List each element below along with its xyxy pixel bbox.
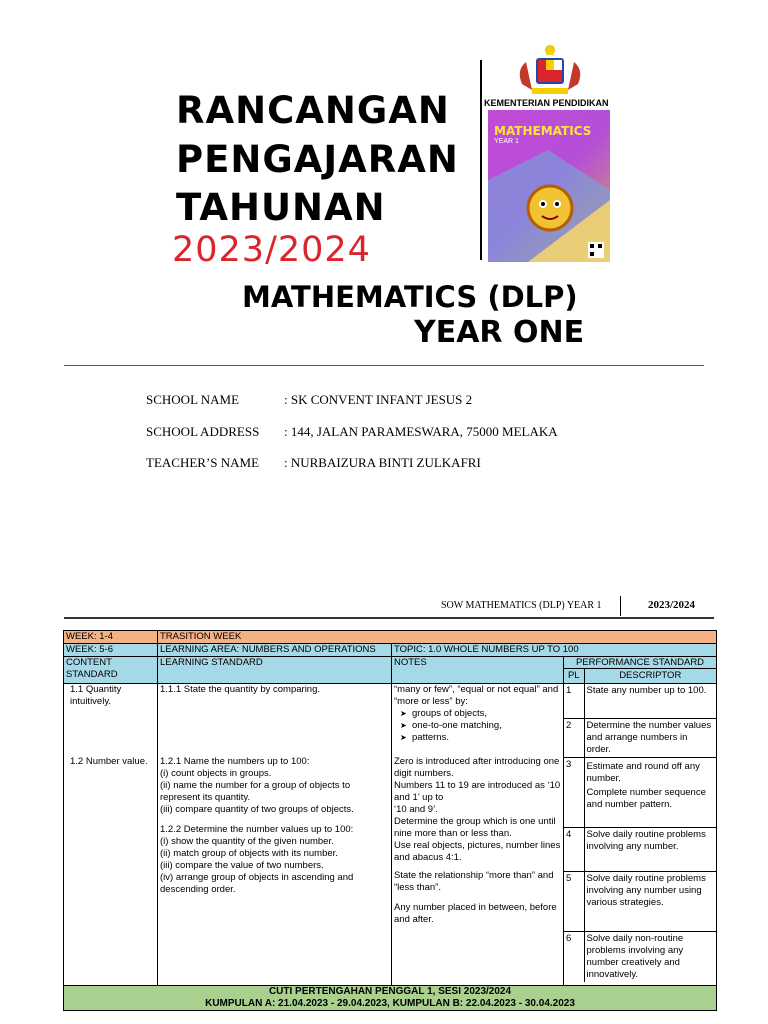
holiday-cell <box>64 986 717 1011</box>
week-1-row <box>64 631 717 644</box>
sow-header-year: 2023/2024 <box>648 599 696 611</box>
notes-2: “more or less” by: <box>394 696 468 707</box>
learning-area: LEARNING AREA: NUMBERS AND OPERATIONS <box>158 644 392 657</box>
school-name-value: : SK CONVENT INFANT JESUS 2 <box>284 392 473 407</box>
sow-header-title: SOW MATHEMATICS (DLP) YEAR 1 <box>441 600 602 611</box>
sow-header-rule <box>64 617 714 619</box>
learning-standard-cell <box>158 684 392 986</box>
pl-desc: State any number up to 100. <box>584 684 716 718</box>
notes-bullet-1: ➤ groups of objects, <box>394 708 561 720</box>
textbook-cover-image <box>488 110 610 262</box>
pl-desc: Complete number sequence and number pattern. <box>584 786 716 828</box>
week-2-label: WEEK: 5-6 <box>64 644 158 657</box>
ls-1-2-2-ii: (ii) match group of objects with its number. <box>160 848 338 859</box>
teacher-name-value: : NURBAIZURA BINTI ZULKAFRI <box>284 455 481 470</box>
school-address-label: SCHOOL ADDRESS <box>146 424 260 439</box>
notes-1: “many or few”, “equal or not equal” and <box>394 684 559 695</box>
notes-9: Any number placed in between, before and after. <box>394 902 557 925</box>
col-descriptor: DESCRIPTOR <box>619 670 682 681</box>
ministry-label: KEMENTERIAN PENDIDIKAN <box>484 98 609 108</box>
school-address-value: : 144, JALAN PARAMESWARA, 75000 MELAKA <box>284 424 558 439</box>
performance-cell <box>564 684 717 986</box>
cover-subject-year: YEAR ONE <box>414 315 585 350</box>
cover-title-line3: TAHUNAN <box>176 186 386 229</box>
col-learning-standard: LEARNING STANDARD <box>158 657 392 684</box>
pl-num: 4 <box>564 828 584 872</box>
content-row <box>64 684 717 986</box>
pl-num: 5 <box>564 872 584 932</box>
col-pl: PL <box>564 669 584 683</box>
notes-5: ‘10 and 9’. <box>394 804 438 815</box>
section-divider <box>64 365 704 366</box>
sow-header-separator <box>620 596 621 616</box>
week-1-label: WEEK: 1-4 <box>64 631 158 644</box>
col-content-standard: CONTENT STANDARD <box>64 657 158 684</box>
cover-title-line2: PENGAJARAN <box>176 138 459 181</box>
ls-1-2-1-ii: (ii) name the number for a group of objects to represent its quantity. <box>160 780 351 803</box>
ls-1-2-2-iii: (iii) compare the value of two numbers. <box>160 860 324 871</box>
pl-desc: Solve daily routine problems involving any number. <box>584 828 716 872</box>
ls-1-1-1: 1.1.1 State the quantity by comparing. <box>160 684 321 695</box>
school-name-label: SCHOOL NAME <box>146 392 240 407</box>
holiday-row <box>64 986 717 1011</box>
topic: TOPIC: 1.0 WHOLE NUMBERS UP TO 100 <box>392 644 717 657</box>
pl-num: 2 <box>564 718 584 757</box>
teacher-name-label: TEACHER’S NAME <box>146 455 260 470</box>
pl-desc: Determine the number values and arrange numbers in order. <box>584 718 716 757</box>
col-performance-standard <box>564 657 717 684</box>
cover-subject: MATHEMATICS (DLP) <box>242 280 578 314</box>
notes-bullet-3: ➤ patterns. <box>394 732 561 744</box>
book-title: MATHEMATICS <box>494 124 592 138</box>
notes-8: State the relationship “more than” and “less than”. <box>394 870 554 893</box>
ls-1-2-2-iv: (iv) arrange group of objects in ascending and descending order. <box>160 872 354 895</box>
notes-cell <box>392 684 564 986</box>
ls-1-2-1-i: (i) count objects in groups. <box>160 768 272 779</box>
content-standard-1: 1.1 Quantity intuitively. <box>70 684 122 707</box>
ls-1-2-2-i: (i) show the quantity of the given number. <box>160 836 334 847</box>
book-subtitle: YEAR 1 <box>494 138 519 145</box>
pl-num: 1 <box>564 684 584 718</box>
malaysia-coat-of-arms-icon <box>508 42 592 98</box>
notes-3: Zero is introduced after introducing one digit numbers. <box>394 756 560 779</box>
pl-num <box>564 786 584 828</box>
pl-desc: Estimate and round off any number. <box>586 760 700 784</box>
performance-levels <box>564 684 716 982</box>
cover-title-line1: RANCANGAN <box>176 89 450 132</box>
cover-year: 2023/2024 <box>172 230 371 270</box>
week-2-row <box>64 644 717 657</box>
cover-divider <box>480 60 482 260</box>
pl-num: 3 <box>564 757 584 786</box>
column-header-row <box>64 657 717 684</box>
clock-character-icon <box>488 110 610 262</box>
holiday-dates: KUMPULAN A: 21.04.2023 - 29.04.2023, KUMPULAN B: 22.04.2023 - 30.04.2023 <box>205 998 575 1009</box>
ls-1-2-2: 1.2.2 Determine the number values up to 100: <box>160 824 354 835</box>
content-standard-2: 1.2 Number value. <box>70 756 148 767</box>
notes-bullet-2: ➤ one-to-one matching, <box>394 720 561 732</box>
scheme-of-work-table <box>63 630 717 1011</box>
week-1-text: TRASITION WEEK <box>158 631 717 644</box>
pl-num: 6 <box>564 932 584 983</box>
holiday-title: CUTI PERTENGAHAN PENGGAL 1, SESI 2023/2024 <box>268 986 512 997</box>
col-notes: NOTES <box>392 657 564 684</box>
ls-1-2-1-iii: (iii) compare quantity of two groups of objects. <box>160 804 354 815</box>
notes-4: Numbers 11 to 19 are introduced as ‘10 and 1’ up to <box>394 780 561 803</box>
notes-6: Determine the group which is one until nine more than or less than. <box>394 816 556 839</box>
pl-desc: Solve daily non-routine problems involving any number creatively and innovatively. <box>586 933 684 980</box>
content-standard-cell <box>64 684 158 986</box>
performance-standard-label: PERFORMANCE STANDARD <box>564 657 716 669</box>
notes-7: Use real objects, pictures, number lines and abacus 4:1. <box>394 840 561 863</box>
ls-1-2-1: 1.2.1 Name the numbers up to 100: <box>160 756 310 767</box>
pl-desc: Solve daily routine problems involving any number using various strategies. <box>584 872 716 932</box>
